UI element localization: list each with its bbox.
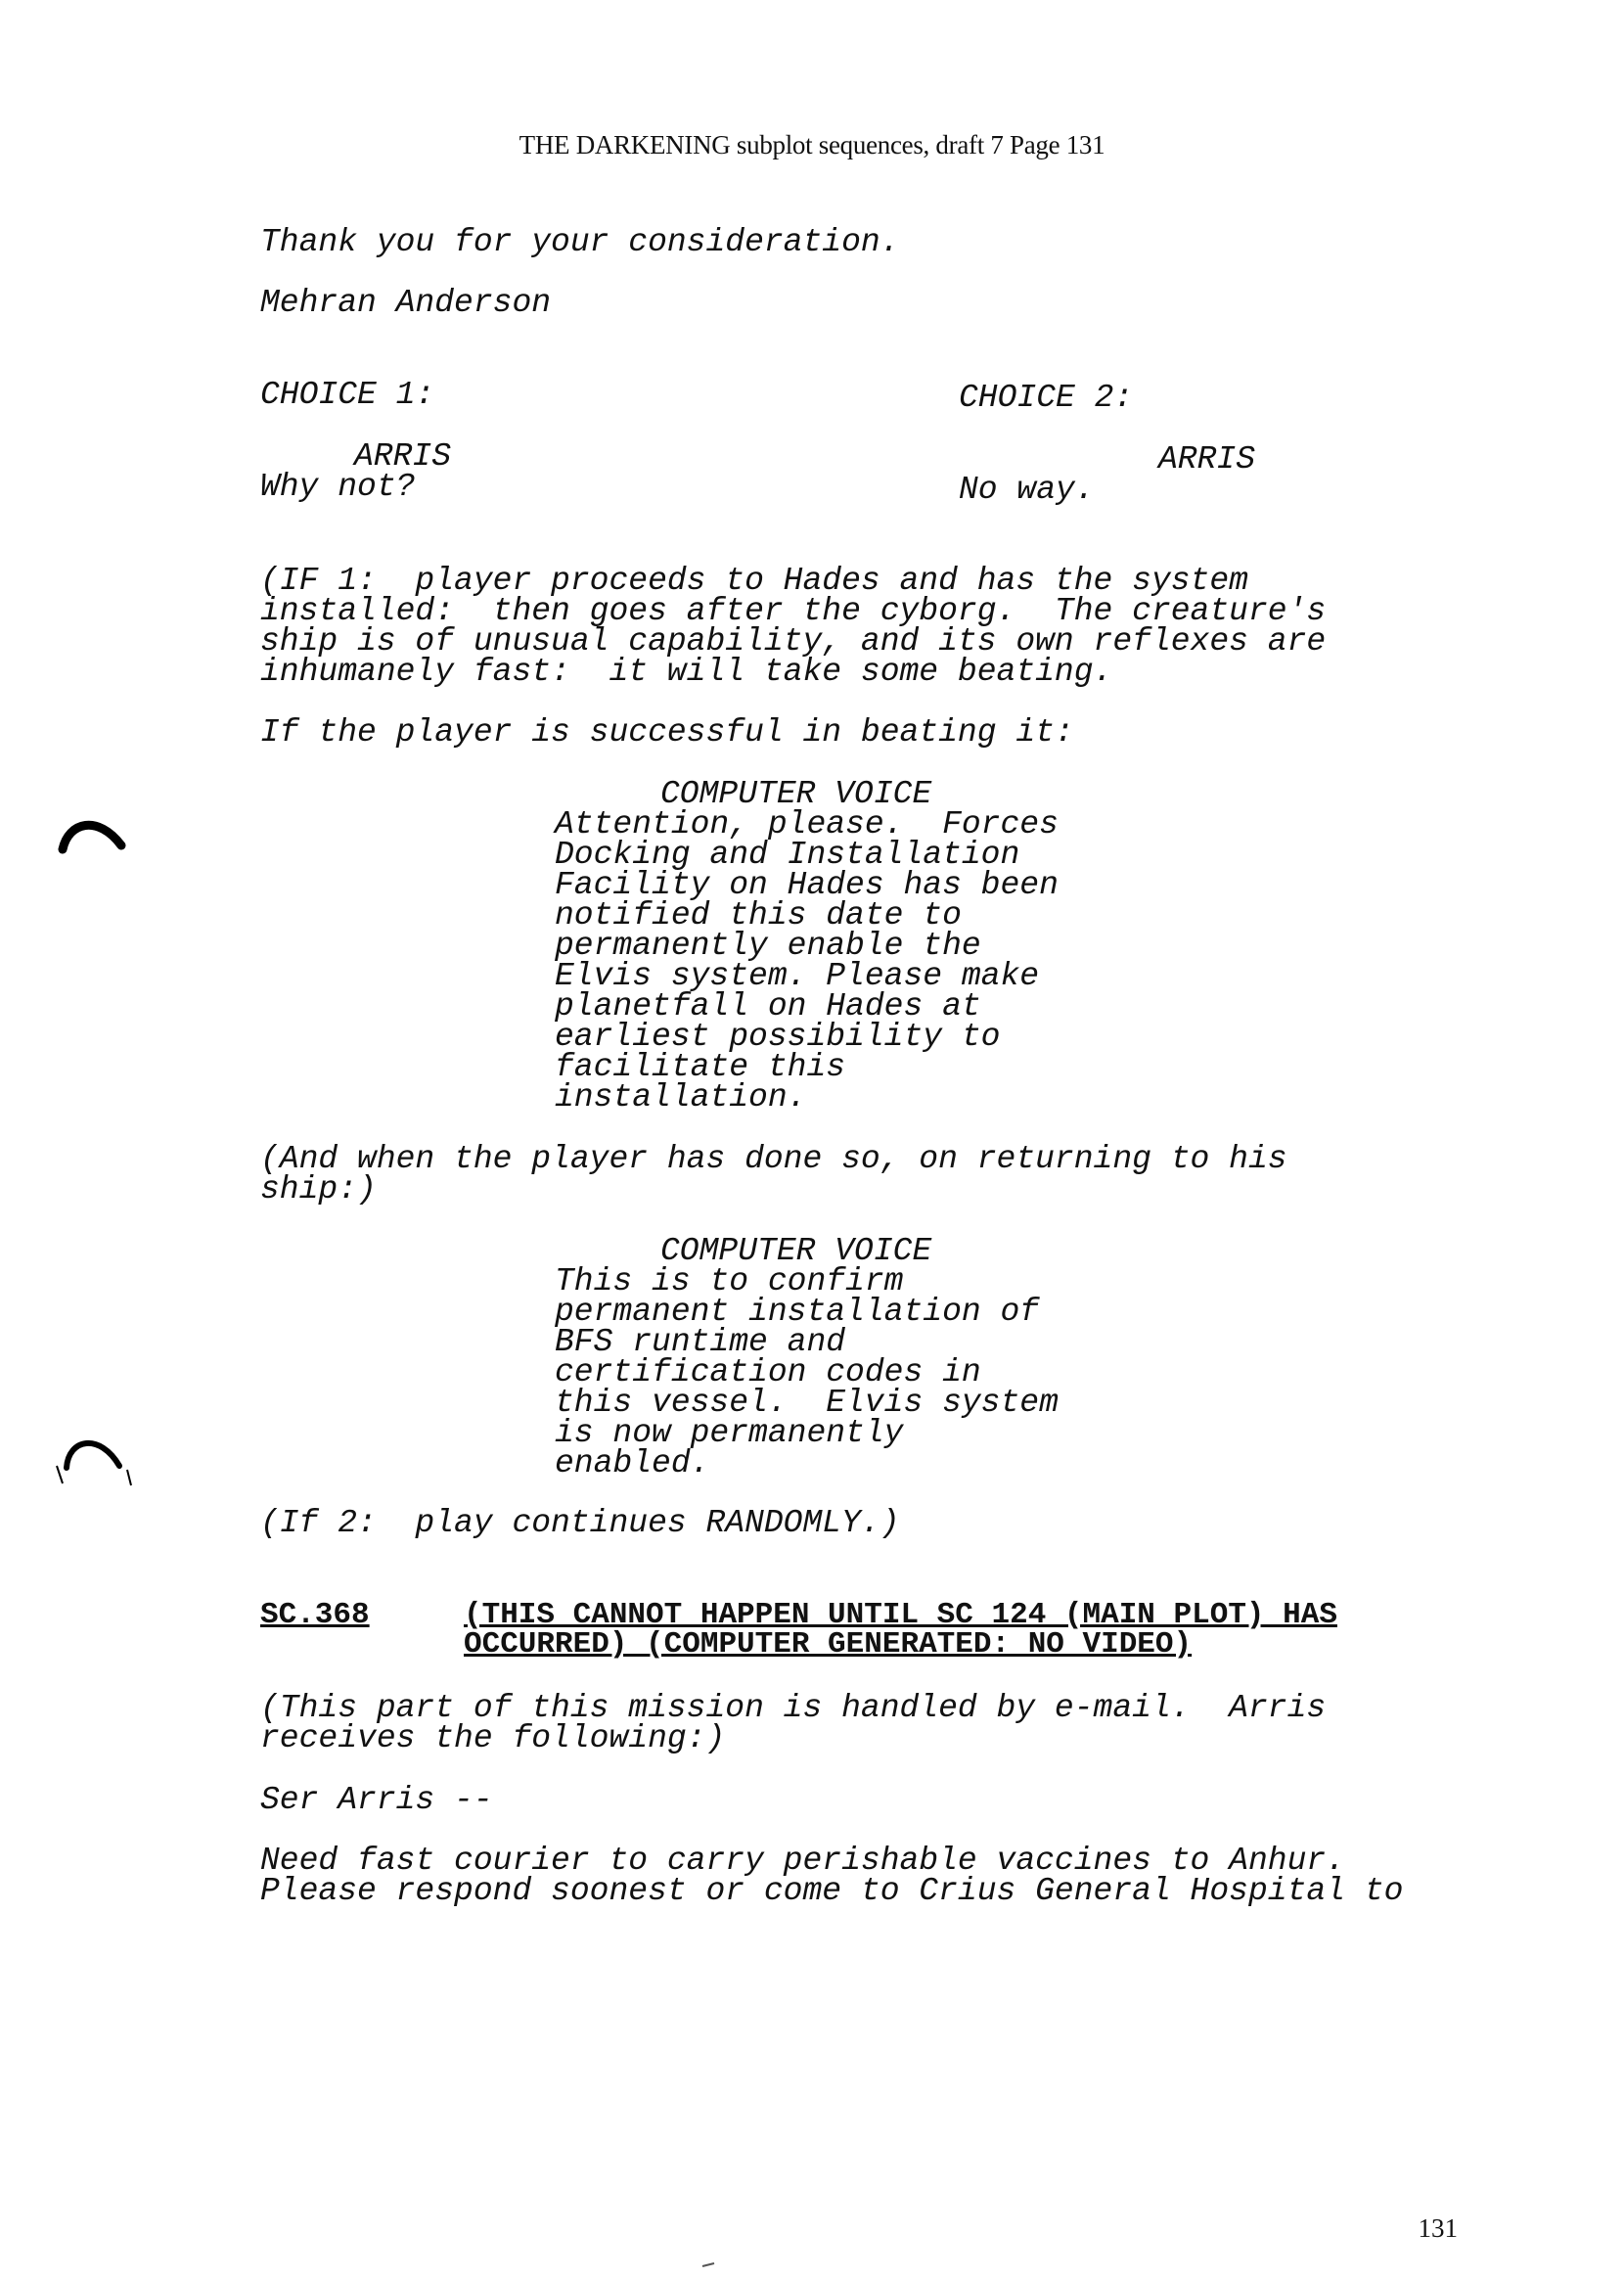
email-body: Need fast courier to carry perishable vaccines to Anhur. Please respond soonest or come to Crius General Hospital to bbox=[260, 1843, 1404, 1909]
closing-signature: Mehran Anderson bbox=[260, 285, 552, 321]
choice1-label: CHOICE 1: bbox=[260, 377, 435, 413]
page-header: THE DARKENING subplot sequences, draft 7 Page 131 bbox=[519, 130, 1105, 159]
choice2-line: No way. bbox=[959, 472, 1095, 508]
email-salutation: Ser Arris -- bbox=[260, 1782, 493, 1818]
dialogue2-character: COMPUTER VOICE bbox=[660, 1233, 932, 1269]
punch-hole-mark-top bbox=[55, 808, 133, 857]
if-success-line: If the player is successful in beating it: bbox=[260, 714, 1074, 751]
closing-thanks: Thank you for your consideration. bbox=[260, 224, 900, 260]
choice2-label: CHOICE 2: bbox=[959, 380, 1134, 416]
scan-speck bbox=[700, 2260, 720, 2270]
scene-number: SC.368 bbox=[260, 1598, 370, 1632]
page-number: 131 bbox=[1418, 2213, 1458, 2243]
punch-hole-mark-bottom bbox=[51, 1427, 139, 1495]
scene-heading-line2: OCCURRED) (COMPUTER GENERATED: NO VIDEO) bbox=[464, 1627, 1193, 1662]
if2-line: (If 2: play continues RANDOMLY.) bbox=[260, 1505, 900, 1541]
scene-heading-line1: (THIS CANNOT HAPPEN UNTIL SC 124 (MAIN PLOT) HAS bbox=[464, 1598, 1337, 1632]
choice1-character: ARRIS bbox=[354, 438, 452, 475]
choice1-line: Why not? bbox=[260, 469, 416, 505]
dialogue2-text: This is to confirm permanent installation of BFS runtime and certification codes in this vessel. Elvis system is now permanently enabled. bbox=[555, 1263, 1059, 1481]
and-when-paragraph: (And when the player has done so, on returning to his ship:) bbox=[260, 1141, 1287, 1207]
dialogue1-text: Attention, please. Forces Docking and Installation Facility on Hades has been notified this date to permanently enable the Elvis system. Please make planetfall on Hades at earliest possibility to facilitate this installation. bbox=[555, 806, 1059, 1116]
dialogue1-character: COMPUTER VOICE bbox=[660, 776, 932, 812]
if1-paragraph: (IF 1: player proceeds to Hades and has the system installed: then goes after the cyborg. The creature's ship is of unusual capability, and its own reflexes are inhumanely fast: it will take some beating. bbox=[260, 563, 1327, 690]
choice2-character: ARRIS bbox=[1158, 441, 1256, 478]
email-intro: (This part of this mission is handled by e-mail. Arris receives the following:) bbox=[260, 1690, 1327, 1756]
